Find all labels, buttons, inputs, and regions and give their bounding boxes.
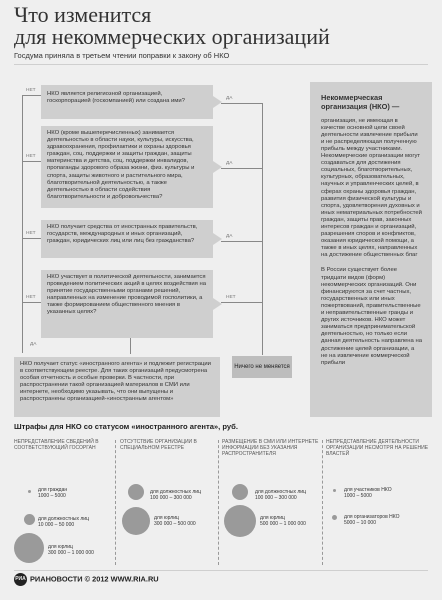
fines-col-header-4: НЕПРЕДСТАВЛЕНИЕ ДЕЯТЕЛЬНОСТИ ОРГАНИЗАЦИИ НЕСМОТРЯ НА РЕШЕНИЕ ВЛАСТЕЙ [326,439,429,457]
definition-body: организация, не имеющая в качестве основной цели своей деятельности извлечение прибыли и не распределяющая полученную прибыль между участниками. Некоммерческие организации могут создаваться для достижения социальных, благотворительных, культурных, образовательных, научных и управленческих целей, в сферах охраны здоровья граждан, развития физической культуры и спорта, удовлетворения духовных и иных нематериальных потребностей граждан, защиты прав, законных интересов граждан и организаций, разрешения споров и конфликтов, оказания юридической помощи, а также в иных целях, направленных на достижение общественных благ [321,117,422,259]
fines-col-header-1: НЕПРЕДСТАВЛЕНИЕ СВЕДЕНИЙ В СООТВЕТСТВУЮЩИЙ ГОСОРГАН [14,439,99,451]
question-foreign-funding [41,220,213,258]
connector-no-4 [22,302,41,303]
fines-col-header-2: ОТСУТСТВИЕ ОРГАНИЗАЦИИ В СПЕЦИАЛЬНОМ РЕЕСТРЕ [120,439,197,451]
fine-label-col1-legal: для юрлиц 300 000 – 1 000 000 [48,544,94,557]
question-religious-org [41,85,213,119]
label-no-4: НЕТ [26,295,36,300]
ria-logo-icon: РИА [14,573,27,586]
fine-circle-col3-legal [224,505,256,537]
footer-divider [14,570,428,571]
title-divider [14,64,428,65]
connector-q4-down [130,338,131,354]
footer-brand: РИАНОВОСТИ © 2012 WWW.RIA.RU [30,574,159,584]
label-yes-4: ДА [30,342,37,347]
fine-circle-col1-citizens [28,490,31,493]
label-no-1: НЕТ [26,88,36,93]
fine-label-col1-officials: для должностных лиц 10 000 – 50 000 [38,516,89,529]
question-foreign-funding-text: НКО получает средства от иностранных правительств, государств, международных и иных организаций, граждан, юридических лиц или лиц без гражданства? [47,224,198,245]
connector-yes-1 [221,103,263,104]
question-political-activity-text: НКО участвует в политической деятельности, занимается проведением политических акций в целях воздействия на принятие государственными органами решений, направленных на изменение проводимой госполитики, а также формированием общественного мнения в указанных целях? [47,274,207,316]
fine-label-col1-citizens: для граждан 1000 – 5000 [38,487,68,500]
connector-no-spine [22,95,23,353]
label-no-2: НЕТ [26,154,36,159]
connector-no-1 [22,95,41,96]
fines-divider-2 [218,440,219,565]
definition-panel [310,82,432,417]
fines-divider-1 [115,440,116,565]
label-yes-2: ДА [226,161,233,166]
question-social-activity [41,126,213,208]
result-nothing-changes: Ничего не меняется [232,356,292,378]
fine-circle-col4-members [333,489,336,492]
fine-circle-col3-officials [232,484,248,500]
ria-logo [14,573,159,586]
fine-label-col2-legal: для юрлиц 300 000 – 500 000 [154,515,196,528]
fine-label-col4-organizers: для организаторов НКО 5000 – 10 000 [344,514,400,527]
label-yes-1: ДА [226,96,233,101]
fine-circle-col1-legal [14,533,44,563]
fine-label-col3-officials: для должностных лиц 100 000 – 300 000 [255,489,306,502]
page-title: Что изменится для некоммерческих организаций [14,2,330,49]
fine-label-col3-legal: для юрлиц 500 000 – 1 000 000 [260,515,306,528]
label-no-5: НЕТ [226,295,236,300]
result-foreign-agent [14,357,220,417]
question-religious-org-text: НКО является религиозной организацией, госкорпорацией (госкомпанией) или создана ими? [47,91,185,105]
result-foreign-agent-text: НКО получает статус «иностранного агента» и подлежит регистрации в соответствующем реестре. Для таких организаций предусмотрена особая отчетность и особые проверки. В частности, при распространении такой организацией материалов в СМИ или интернете, необходимо указывать, что они выпущены и распространены организацией-«иностранным агентом» [20,361,211,403]
fine-circle-col2-legal [122,507,150,535]
page-subtitle: Госдума приняла в третьем чтении поправки к закону об НКО [14,51,230,60]
question-political-activity [41,270,213,338]
connector-yes-spine [262,103,263,355]
connector-yes-2 [221,168,263,169]
fine-circle-col4-organizers [332,515,337,520]
definition-body-2: В России существует более тридцати видов (форм) некоммерческих организаций. Они финансируются за счет частных, государственных или иных пожертвований, правительственные и неправительственные гранды и других источников. НКО может заниматься предпринимательской деятельностью, но только если данная деятельность направлена на достижение целей организации, а не на извлечение коммерческой прибыли [321,267,422,366]
fines-divider-3 [322,440,323,565]
definition-heading: Некоммерческая организация (НКО) — [321,93,400,111]
fines-title: Штрафы для НКО со статусом «иностранного агента», руб. [14,422,238,431]
question-social-activity-text: НКО (кроме вышеперечисленных) занимается деятельностью в области науки, культуры, искусства, здравоохранения, профилактики и охраны здоровья граждан, соц. поддержки и защиты граждан, защиты материнства и детства, соц. поддержки инвалидов, пропаганды здорового образа жизни, физ. культуры и спорта, защиты животного и растительного мира, благотворительной деятельностью, а также деятельностью в области содействия благотворительности и добровольчества? [47,130,195,200]
fine-label-col2-officials: для должностных лиц 100 000 – 300 000 [150,489,201,502]
fine-circle-col2-officials [128,484,144,500]
fine-label-col4-members: для участников НКО 1000 – 5000 [344,487,392,500]
label-yes-3: ДА [226,234,233,239]
connector-no-3 [22,238,41,239]
fines-col-header-3: РАЗМЕЩЕНИЕ В СМИ ИЛИ ИНТЕРНЕТЕ ИНФОРМАЦИИ БЕЗ УКАЗАНИЯ РАСПРОСТРАНИТЕЛЯ [222,439,319,457]
connector-yes-3 [221,241,263,242]
label-no-3: НЕТ [26,231,36,236]
connector-no-2 [22,161,41,162]
fine-circle-col1-officials [24,514,35,525]
connector-q4-no [221,302,262,303]
